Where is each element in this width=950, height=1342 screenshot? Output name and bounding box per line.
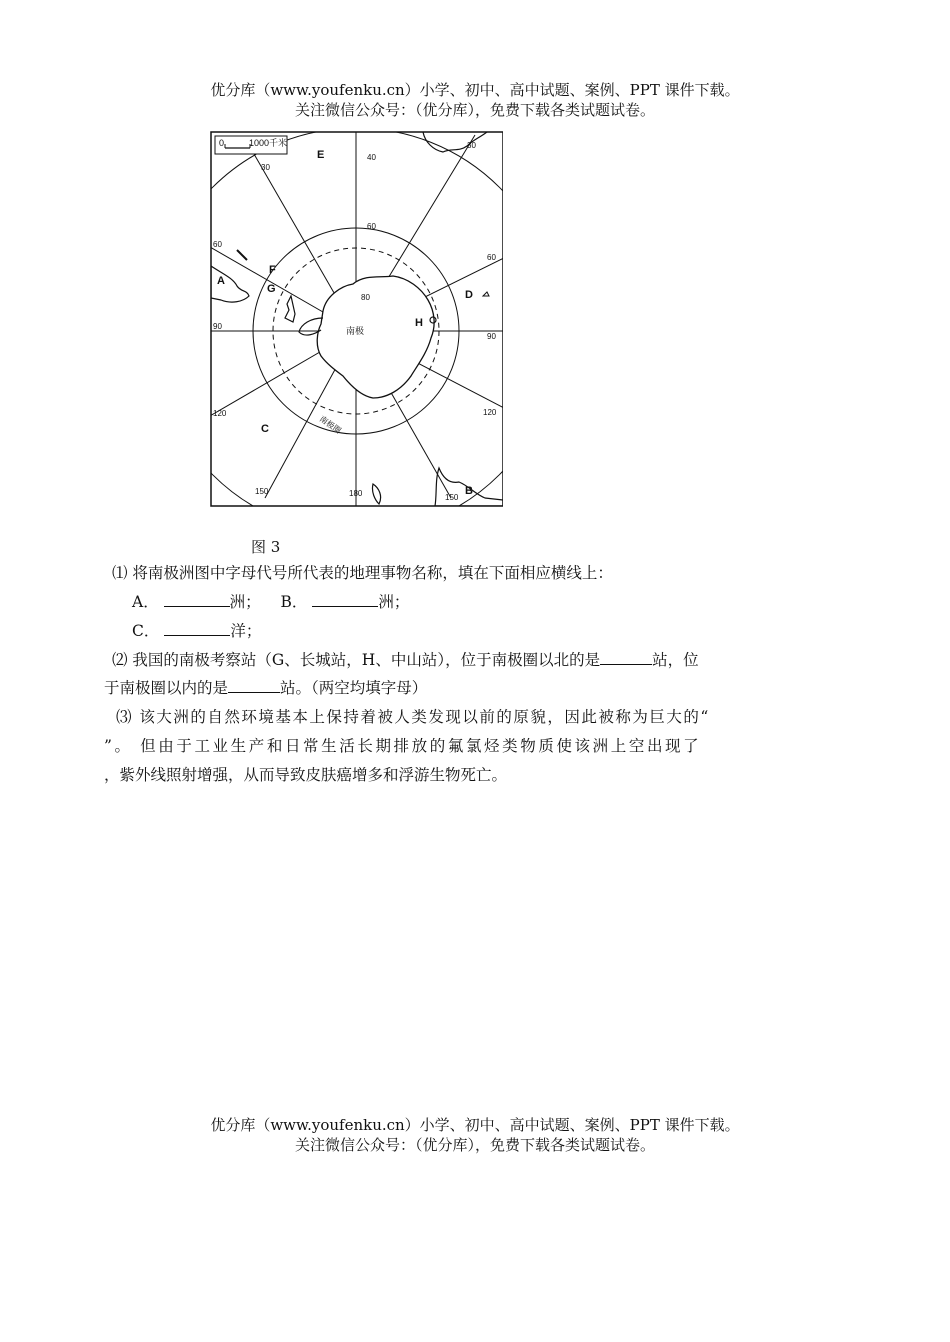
lon-60e-label: 60 <box>487 253 496 262</box>
q1-c-label: C． <box>132 622 160 640</box>
question-2-line-2 <box>104 677 427 699</box>
scale-label: 1000千米 <box>249 138 288 148</box>
q2-text-a: ⑵ 我国的南极考察站（G、长城站，H、中山站），位于南极圈以北的是 <box>112 651 601 669</box>
letter-f: F <box>269 264 276 276</box>
footer-line-2: 关注微信公众号：（优分库），免费下载各类试题试卷。 <box>294 1136 655 1154</box>
question-3-line-1: ⑶ 该大洲的自然环境基本上保持着被人类发现以前的原貌，因此被称为巨大的“ <box>116 708 710 726</box>
lon-30w-label: 30 <box>261 163 270 172</box>
q2-blank-2[interactable] <box>228 677 280 693</box>
letter-e: E <box>317 149 325 161</box>
question-3-line-3: ，紫外线照射增强，从而导致皮肤癌增多和浮游生物死亡。 <box>104 766 508 784</box>
footer-line-1: 优分库（www.youfenku.cn）小学、初中、高中试题、案例、PPT 课件下载。 <box>210 1116 740 1134</box>
letter-g: G <box>267 283 276 295</box>
q1-a-blank[interactable] <box>164 591 230 607</box>
lat-60-label: 60 <box>367 222 376 231</box>
pole-label: 南极 <box>346 326 365 336</box>
lon-120e-label: 120 <box>483 408 497 417</box>
page-footer <box>0 1115 950 1155</box>
antarctic-circle-label: 南极圈 <box>317 414 343 436</box>
lon-150e-label: 150 <box>445 493 459 502</box>
q1-a-suffix: 洲； <box>229 593 261 611</box>
lon-180-label: 180 <box>349 489 363 498</box>
header-line-2: 关注微信公众号：（优分库），免费下载各类试题试卷。 <box>294 101 655 119</box>
q2-text-b: 站，位 <box>652 651 699 669</box>
lon-90e-label: 90 <box>487 332 496 341</box>
q1-c-suffix: 洋； <box>230 622 262 640</box>
antarctica-map <box>203 128 503 510</box>
question-1: ⑴ 将南极洲图中字母代号所代表的地理事物名称，填在下面相应横线上： <box>112 564 613 582</box>
q1-b-blank[interactable] <box>312 591 378 607</box>
page-header <box>0 80 950 120</box>
lon-120w-label: 120 <box>213 409 227 418</box>
q2-text-d: 站。（两空均填字母） <box>280 679 428 697</box>
q1-c-blank[interactable] <box>164 620 230 636</box>
lon-60w-label: 60 <box>213 240 222 249</box>
q2-text-c: 于南极圈以内的是 <box>104 679 229 697</box>
lon-150w-label: 150 <box>255 487 269 496</box>
question-1-c-line <box>132 620 261 642</box>
lon-30e-label: 30 <box>467 141 476 150</box>
letter-a: A <box>217 275 225 287</box>
lat-80-label: 80 <box>361 293 370 302</box>
q2-blank-1[interactable] <box>600 649 652 665</box>
letter-c: C <box>261 423 269 435</box>
header-line-1: 优分库（www.youfenku.cn）小学、初中、高中试题、案例、PPT 课件下载。 <box>210 81 740 99</box>
letter-b: B <box>465 485 473 497</box>
lat-40-label: 40 <box>367 153 376 162</box>
letter-h: H <box>415 317 423 329</box>
question-1-ab-line <box>132 591 409 613</box>
scale-zero: 0 <box>219 138 225 148</box>
question-2-line-1 <box>112 649 699 671</box>
question-3-line-2: ”。 但由于工业生产和日常生活长期排放的氟氯烃类物质使该洲上空出现了 <box>104 737 702 755</box>
q1-b-suffix: 洲； <box>378 593 410 611</box>
q1-b-label: B． <box>280 593 308 611</box>
lon-90w-label: 90 <box>213 322 222 331</box>
letter-d: D <box>465 289 473 301</box>
figure-caption: 图 3 <box>251 538 281 556</box>
q1-a-label: A． <box>132 593 159 611</box>
